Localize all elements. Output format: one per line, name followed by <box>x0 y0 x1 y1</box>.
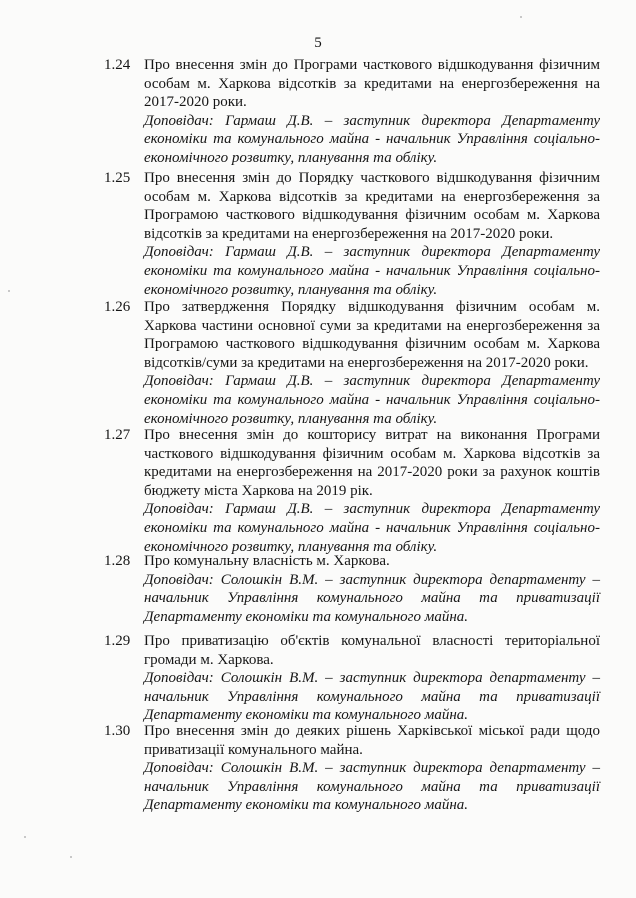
item-title: Про внесення змін до деяких рішень Харківської міської ради щодо приватизації комунального майна. <box>144 723 600 758</box>
page-number: 5 <box>314 35 322 51</box>
scan-speck <box>24 836 26 838</box>
item-title: Про комунальну власність м. Харкова. <box>144 553 390 569</box>
item-speaker: Доповідач: Гармаш Д.В. – заступник директора Департаменту економіки та комунального майна - начальник Управління соціально-економічного розвитку, планування та обліку. <box>144 244 600 298</box>
item-number: 1.28 <box>104 553 131 569</box>
item-number: 1.29 <box>104 633 131 649</box>
item-speaker: Доповідач: Гармаш Д.В. – заступник директора Департаменту економіки та комунального майна - начальник Управління соціально-економічного розвитку, планування та обліку. <box>144 112 600 166</box>
scan-speck <box>8 290 10 292</box>
item-title: Про затвердження Порядку відшкодування фізичним особам м. Харкова частини основної суми за кредитами на енергозбереження за Програмою часткового відшкодування фізичним особам м. Харкова відсотків/суми за кредитами на енергозбереження на 2017-2020 роки. <box>144 299 600 371</box>
item-title: Про внесення змін до Порядку часткового відшкодування фізичним особам м. Харкова відсотків за кредитами на енергозбереження за Програмою часткового відшкодування фізичним особам м. Харкова відсотків за кредитами на енергозбереження на 2017-2020 роки. <box>144 170 600 242</box>
item-title: Про приватизацію об'єктів комунальної власності територіальної громади м. Харкова. <box>144 633 600 668</box>
item-speaker: Доповідач: Солошкін В.М. – заступник директора департаменту – начальник Управління комунального майна та приватизації Департаменту економіки та комунального майна. <box>144 670 600 724</box>
item-speaker: Доповідач: Гармаш Д.В. – заступник директора Департаменту економіки та комунального майна - начальник Управління соціально-економічного розвитку, планування та обліку. <box>144 501 600 555</box>
agenda-item <box>104 298 600 428</box>
agenda-item <box>104 552 600 626</box>
agenda-item <box>104 722 600 815</box>
agenda-item <box>104 169 600 299</box>
item-number: 1.27 <box>104 427 131 443</box>
item-number: 1.30 <box>104 723 131 739</box>
item-title: Про внесення змін до Програми часткового відшкодування фізичним особам м. Харкова відсотків за кредитами на енергозбереження на 2017-2020 роки. <box>144 57 600 111</box>
agenda-item <box>104 56 600 168</box>
item-number: 1.26 <box>104 299 131 315</box>
scan-speck <box>520 16 522 18</box>
agenda-item <box>104 426 600 556</box>
item-speaker: Доповідач: Солошкін В.М. – заступник директора департаменту – начальник Управління комунального майна та приватизації Департаменту економіки та комунального майна. <box>144 760 600 814</box>
item-speaker: Доповідач: Солошкін В.М. – заступник директора департаменту – начальник Управління комунального майна та приватизації Департаменту економіки та комунального майна. <box>144 571 600 625</box>
item-number: 1.24 <box>104 57 131 73</box>
item-title: Про внесення змін до кошторису витрат на виконання Програми часткового відшкодування фізичним особам м. Харкова відсотків за кредитами на енергозбереження на 2017-2020 роки за рахунок коштів бюджету міста Харкова на 2019 рік. <box>144 427 600 499</box>
item-speaker: Доповідач: Гармаш Д.В. – заступник директора Департаменту економіки та комунального майна - начальник Управління соціально-економічного розвитку, планування та обліку. <box>144 373 600 427</box>
scan-speck <box>70 856 72 858</box>
agenda-item <box>104 632 600 725</box>
item-number: 1.25 <box>104 170 131 186</box>
